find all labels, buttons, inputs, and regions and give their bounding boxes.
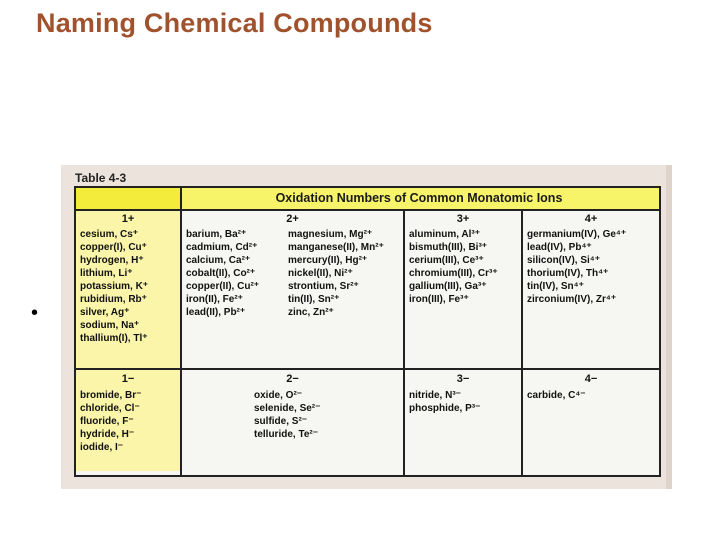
ion-item: magnesium, Mg²⁺ bbox=[288, 229, 373, 240]
ion-item: iodide, I⁻ bbox=[80, 442, 124, 453]
list-1minus bbox=[80, 389, 141, 454]
list-3plus bbox=[409, 228, 498, 306]
table-heading-row bbox=[76, 188, 659, 211]
ion-item: oxide, O²⁻ bbox=[254, 390, 303, 401]
table-photo bbox=[61, 165, 672, 489]
row-divider bbox=[76, 368, 659, 370]
list-4plus bbox=[527, 228, 626, 306]
col-divider-2 bbox=[403, 209, 405, 475]
ion-item: hydrogen, H⁺ bbox=[80, 255, 144, 266]
ion-item: cobalt(II), Co²⁺ bbox=[186, 268, 256, 279]
ion-item: strontium, Sr²⁺ bbox=[288, 281, 359, 292]
ion-item: zirconium(IV), Zr⁴⁺ bbox=[527, 294, 617, 305]
ion-item: copper(I), Cu⁺ bbox=[80, 242, 147, 253]
header-1minus: 1− bbox=[121, 373, 135, 385]
ion-item: silicon(IV), Si⁴⁺ bbox=[527, 255, 601, 266]
ion-item: manganese(II), Mn²⁺ bbox=[288, 242, 384, 253]
header-4minus: 4− bbox=[584, 373, 598, 385]
col-divider-3 bbox=[521, 209, 523, 475]
slide-title: Naming Chemical Compounds bbox=[36, 8, 433, 38]
ion-item: potassium, K⁺ bbox=[80, 281, 149, 292]
ion-item: germanium(IV), Ge⁴⁺ bbox=[527, 229, 627, 240]
ion-item: selenide, Se²⁻ bbox=[254, 403, 321, 414]
list-4minus bbox=[527, 389, 586, 402]
ion-item: nickel(II), Ni²⁺ bbox=[288, 268, 353, 279]
header-1plus: 1+ bbox=[121, 213, 135, 225]
ion-item: chromium(III), Cr³⁺ bbox=[409, 268, 498, 279]
ion-item: iron(II), Fe²⁺ bbox=[186, 294, 243, 305]
ion-item: thallium(I), Tl⁺ bbox=[80, 333, 148, 344]
page-edge bbox=[666, 165, 672, 489]
ion-item: cadmium, Cd²⁺ bbox=[186, 242, 258, 253]
ion-item: tin(II), Sn²⁺ bbox=[288, 294, 340, 305]
ion-item: zinc, Zn²⁺ bbox=[288, 307, 334, 318]
ion-item: fluoride, F⁻ bbox=[80, 416, 134, 427]
ion-item: sulfide, S²⁻ bbox=[254, 416, 308, 427]
list-2plus-left bbox=[186, 228, 259, 319]
heading-yellow-block bbox=[76, 188, 182, 209]
ion-item: silver, Ag⁺ bbox=[80, 307, 130, 318]
table-heading: Oxidation Numbers of Common Monatomic Ions bbox=[275, 191, 563, 205]
ion-item: gallium(III), Ga³⁺ bbox=[409, 281, 487, 292]
header-3plus: 3+ bbox=[456, 213, 470, 225]
ion-item: lead(II), Pb²⁺ bbox=[186, 307, 246, 318]
header-2plus: 2+ bbox=[286, 213, 299, 225]
ion-item: phosphide, P³⁻ bbox=[409, 403, 481, 414]
bullet-point: • bbox=[31, 302, 39, 324]
ion-item: thorium(IV), Th⁴⁺ bbox=[527, 268, 609, 279]
ion-item: telluride, Te²⁻ bbox=[254, 429, 318, 440]
ion-item: calcium, Ca²⁺ bbox=[186, 255, 251, 266]
ion-item: chloride, Cl⁻ bbox=[80, 403, 140, 414]
ion-item: nitride, N³⁻ bbox=[409, 390, 461, 401]
header-4plus: 4+ bbox=[584, 213, 598, 225]
header-3minus: 3− bbox=[456, 373, 470, 385]
list-2minus bbox=[254, 389, 320, 441]
ion-item: carbide, C⁴⁻ bbox=[527, 390, 586, 401]
ion-item: cerium(III), Ce³⁺ bbox=[409, 255, 484, 266]
ion-item: lithium, Li⁺ bbox=[80, 268, 133, 279]
list-1plus bbox=[80, 228, 148, 345]
ion-item: rubidium, Rb⁺ bbox=[80, 294, 147, 305]
ion-item: iron(III), Fe³⁺ bbox=[409, 294, 469, 305]
oxidation-table bbox=[74, 186, 661, 477]
ion-item: sodium, Na⁺ bbox=[80, 320, 140, 331]
list-3minus bbox=[409, 389, 480, 415]
col-divider-1 bbox=[180, 188, 182, 475]
list-2plus-right bbox=[288, 228, 384, 319]
ion-item: bismuth(III), Bi³⁺ bbox=[409, 242, 488, 253]
ion-item: lead(IV), Pb⁴⁺ bbox=[527, 242, 592, 253]
ion-item: hydride, H⁻ bbox=[80, 429, 135, 440]
ion-item: copper(II), Cu²⁺ bbox=[186, 281, 260, 292]
ion-item: bromide, Br⁻ bbox=[80, 390, 142, 401]
table-label: Table 4-3 bbox=[75, 171, 127, 185]
ion-item: barium, Ba²⁺ bbox=[186, 229, 247, 240]
ion-item: tin(IV), Sn⁴⁺ bbox=[527, 281, 584, 292]
ion-item: cesium, Cs⁺ bbox=[80, 229, 139, 240]
header-2minus: 2− bbox=[286, 373, 299, 385]
ion-item: aluminum, Al³⁺ bbox=[409, 229, 481, 240]
ion-item: mercury(II), Hg²⁺ bbox=[288, 255, 368, 266]
